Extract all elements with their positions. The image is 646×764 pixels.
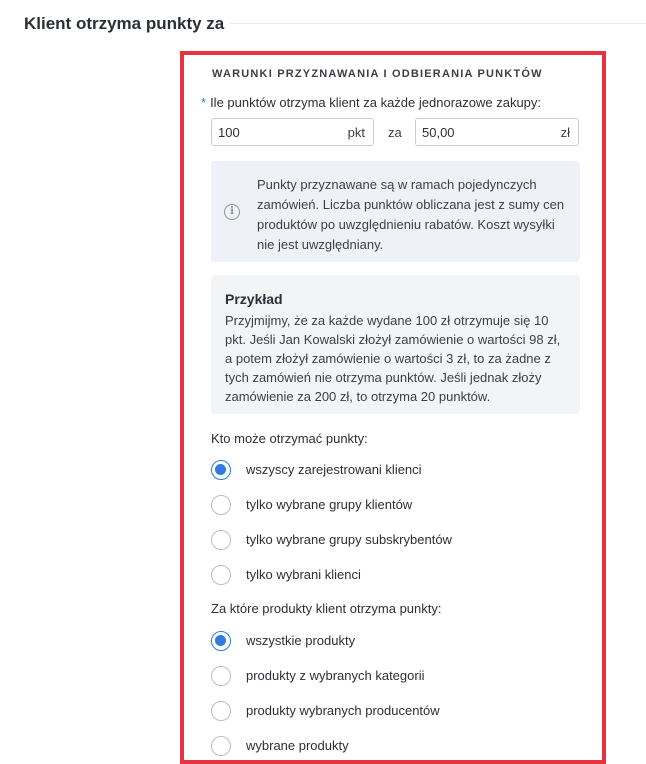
radio-who-all-registered[interactable] xyxy=(211,460,511,484)
radio-who-subscriber-groups[interactable] xyxy=(211,530,511,554)
radio-button[interactable] xyxy=(211,666,231,686)
radio-button[interactable] xyxy=(211,495,231,515)
points-conditions-panel xyxy=(180,51,606,764)
radio-button[interactable] xyxy=(211,736,231,756)
radio-who-customer-groups[interactable] xyxy=(211,495,511,519)
amount-input[interactable] xyxy=(415,118,579,146)
who-label: Kto może otrzymać punkty: xyxy=(211,431,368,446)
radio-label[interactable]: produkty wybranych producentów xyxy=(246,703,440,718)
info-text: Punkty przyznawane są w ramach pojedynczych zamówień. Liczba punktów obliczana jest z sumy cen produktów po uwzględnieniu rabatów. Koszt wysyłki nie jest uwzględniany. xyxy=(257,177,565,252)
example-text: Przyjmijmy, że za każde wydane 100 zł otrzymuje się 10 pkt. Jeśli Jan Kowalski złożył zamówienie o wartości 98 zł, a potem złożył zamówienie o wartości 3 zł, to za żadne z tych zamówień nie otrzyma punktów. Jeśli jednak złoży zamówienie za 200 zł, to otrzyma 20 punktów. xyxy=(225,313,561,404)
radio-label[interactable]: wszyscy zarejestrowani klienci xyxy=(246,462,422,477)
panel-heading: WARUNKI PRZYZNAWANIA I ODBIERANIA PUNKTÓW xyxy=(212,68,543,80)
radio-products-all[interactable] xyxy=(211,631,511,655)
radio-button[interactable] xyxy=(211,530,231,550)
required-marker: * xyxy=(201,95,207,110)
section-title: Klient otrzyma punkty za xyxy=(24,14,225,33)
currency-unit: zł xyxy=(560,125,570,140)
radio-label[interactable]: wybrane produkty xyxy=(246,738,349,753)
radio-button[interactable] xyxy=(211,631,231,651)
radio-button[interactable] xyxy=(211,701,231,721)
points-input-value: 100 xyxy=(218,125,240,140)
info-icon: i xyxy=(224,204,240,220)
radio-label[interactable]: tylko wybrani klienci xyxy=(246,567,361,582)
radio-who-selected-customers[interactable] xyxy=(211,565,511,589)
points-input[interactable] xyxy=(211,118,374,146)
products-label: Za które produkty klient otrzyma punkty: xyxy=(211,601,442,616)
points-field-label xyxy=(201,95,541,110)
radio-products-selected[interactable] xyxy=(211,736,511,760)
za-separator: za xyxy=(388,125,402,140)
info-box xyxy=(211,161,580,262)
example-box xyxy=(211,275,580,414)
example-title: Przykład xyxy=(225,291,283,307)
title-divider xyxy=(230,23,646,24)
radio-label[interactable]: wszystkie produkty xyxy=(246,633,356,648)
amount-input-value: 50,00 xyxy=(422,125,455,140)
radio-button[interactable] xyxy=(211,460,231,480)
points-field-label-text: Ile punktów otrzyma klient za każde jednorazowe zakupy: xyxy=(210,95,542,110)
radio-label[interactable]: produkty z wybranych kategorii xyxy=(246,668,425,683)
radio-products-categories[interactable] xyxy=(211,666,511,690)
radio-products-producers[interactable] xyxy=(211,701,511,725)
radio-label[interactable]: tylko wybrane grupy klientów xyxy=(246,497,413,512)
radio-label[interactable]: tylko wybrane grupy subskrybentów xyxy=(246,532,452,547)
radio-button[interactable] xyxy=(211,565,231,585)
points-unit: pkt xyxy=(347,125,365,140)
